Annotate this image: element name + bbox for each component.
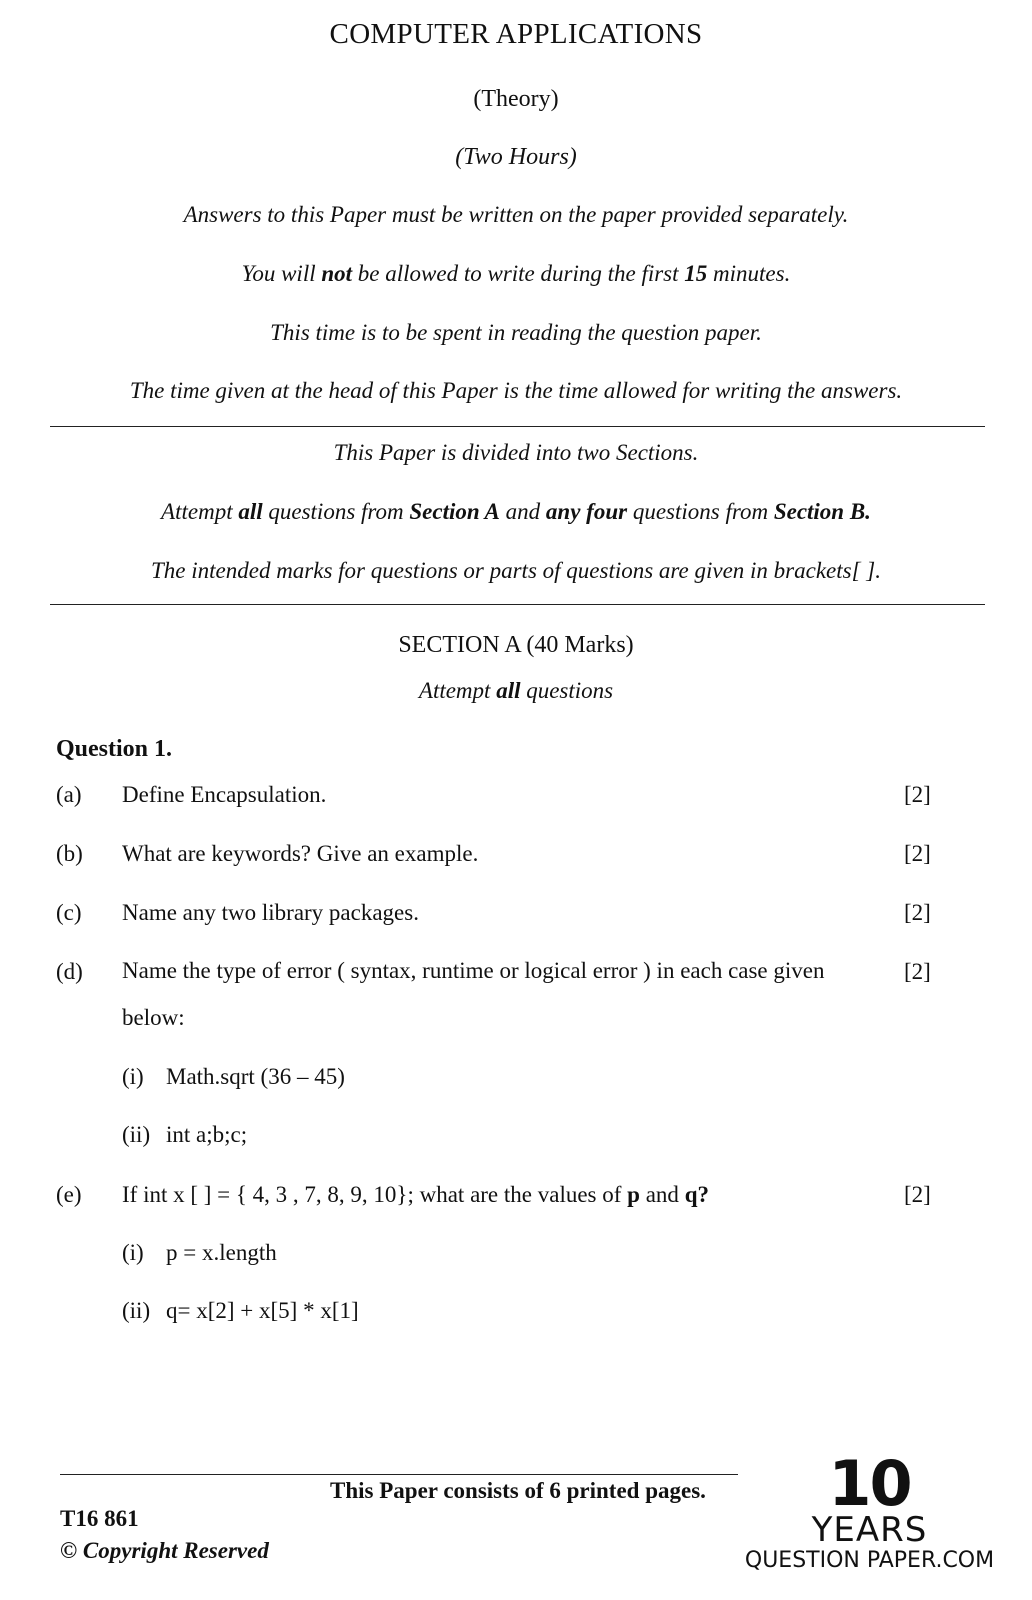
divider-1: [50, 426, 985, 427]
sections-line-2: Attempt all questions from Section A and any four questions from Section B.: [161, 499, 871, 524]
part-text: If int x [ ] = { 4, 3 , 7, 8, 9, 10}; what are the values of p and q?: [122, 1182, 709, 1207]
part-marks: [2]: [904, 1182, 931, 1207]
sections-line-3: The intended marks for questions or parts of questions are given in brackets[ ].: [151, 558, 881, 583]
part-marks: [2]: [904, 959, 931, 984]
part-e-sub-i: [122, 1240, 277, 1266]
part-d-sub-i: [122, 1064, 345, 1090]
instruction-line-2: You will not be allowed to write during the first 15 minutes.: [241, 261, 791, 286]
part-d-sub-ii: [122, 1122, 247, 1148]
divider-2: [50, 604, 985, 605]
paper-subtitle: (Theory): [473, 86, 559, 112]
sub-item-text: p = x.length: [166, 1240, 277, 1265]
paper-code: T16 861: [60, 1506, 139, 1531]
part-label: (b): [56, 841, 83, 866]
sections-line-1: This Paper is divided into two Sections.: [333, 440, 699, 465]
sub-item-number: (i): [122, 1240, 144, 1265]
part-label: (e): [56, 1182, 82, 1207]
instruction-line-3: This time is to be spent in reading the question paper.: [270, 320, 762, 345]
part-e-sub-ii: [122, 1298, 359, 1324]
sub-item-number: (ii): [122, 1122, 151, 1147]
question-1-heading: Question 1.: [56, 736, 173, 762]
part-marks: [2]: [904, 900, 931, 925]
logo-number: 10: [828, 1447, 911, 1520]
part-label: (a): [56, 782, 82, 807]
instruction-line-4: The time given at the head of this Paper is the time allowed for writing the answers.: [129, 378, 903, 403]
site-logo: [742, 1447, 997, 1574]
part-text: Name any two library packages.: [122, 900, 419, 925]
sub-item-number: (ii): [122, 1298, 151, 1323]
part-text: Define Encapsulation.: [122, 782, 327, 807]
footer-rule: [60, 1474, 738, 1475]
part-text: What are keywords? Give an example.: [122, 841, 479, 866]
instruction-line-1: Answers to this Paper must be written on the paper provided separately.: [183, 202, 849, 227]
part-marks: [2]: [904, 782, 931, 807]
part-marks: [2]: [904, 841, 931, 866]
logo-years: YEARS: [811, 1510, 928, 1550]
paper-title: COMPUTER APPLICATIONS: [329, 18, 703, 50]
sub-item-text: Math.sqrt (36 – 45): [166, 1064, 345, 1089]
section-a-instruction: Attempt all questions: [418, 678, 614, 703]
sub-item-text: q= x[2] + x[5] * x[1]: [166, 1298, 359, 1323]
copyright-notice: © Copyright Reserved: [60, 1538, 269, 1563]
section-a-heading: SECTION A (40 Marks): [398, 632, 634, 658]
logo-site: QUESTION PAPER.COM: [744, 1548, 995, 1573]
part-label: (d): [56, 959, 83, 984]
pages-note: This Paper consists of 6 printed pages.: [330, 1478, 706, 1503]
sub-item-text: int a;b;c;: [166, 1122, 248, 1147]
sub-item-number: (i): [122, 1064, 144, 1089]
paper-duration: (Two Hours): [455, 144, 577, 170]
part-text: Name the type of error ( syntax, runtime or logical error ) in each case given below:: [122, 958, 825, 1030]
part-label: (c): [56, 900, 82, 925]
